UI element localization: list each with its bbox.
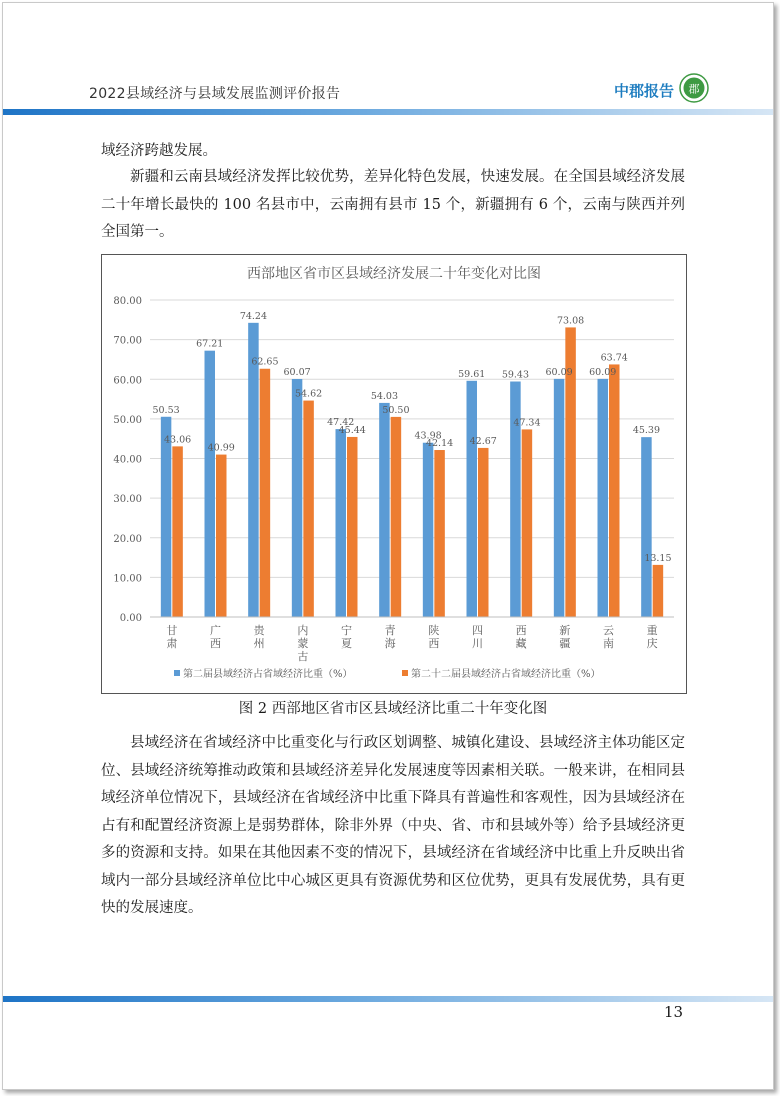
figure-caption: 图 2 西部地区省市区县域经济比重二十年变化图 xyxy=(238,701,548,717)
logo-char: 郡 xyxy=(688,82,700,96)
paragraph-2: 新疆和云南县域经济发挥比较优势，差异化特色发展，快速发展。在全国县域经济发展二十年增长最快的 100 名县市中，云南拥有县市 15 个，新疆拥有 6 个，云南与陕西并列全国第一。 xyxy=(101,169,685,240)
bar-2 xyxy=(609,364,620,617)
bar-1 xyxy=(423,443,434,617)
x-tick-label-char: 陕 xyxy=(428,624,440,637)
bar-2 xyxy=(303,401,314,617)
x-tick-label-char: 夏 xyxy=(341,637,352,650)
data-label: 54.62 xyxy=(294,388,323,400)
x-tick-label-char: 西 xyxy=(515,624,527,637)
data-label: 59.61 xyxy=(458,368,486,380)
data-label: 63.74 xyxy=(600,352,628,364)
data-label: 40.99 xyxy=(207,442,235,454)
data-label: 54.03 xyxy=(370,390,399,402)
bar-chart xyxy=(102,255,686,693)
bar-1 xyxy=(554,379,565,617)
x-tick-label-char: 川 xyxy=(472,637,483,650)
legend-label: 第二十二届县域经济占省域经济比重（%） xyxy=(411,669,601,680)
bar-1 xyxy=(161,417,172,617)
data-label: 60.07 xyxy=(283,366,311,378)
header-band xyxy=(3,109,773,115)
y-tick-label: 0.00 xyxy=(119,613,142,624)
x-tick-label-char: 青 xyxy=(384,624,396,637)
bar-2 xyxy=(172,446,183,617)
y-tick-label: 40.00 xyxy=(113,454,142,466)
y-tick-label: 10.00 xyxy=(113,573,142,585)
data-label: 73.08 xyxy=(556,315,585,327)
bar-2 xyxy=(216,455,227,617)
data-label: 47.42 xyxy=(327,417,355,429)
brand-logo-icon xyxy=(679,73,709,103)
x-tick-label-char: 宁 xyxy=(341,624,352,637)
data-label: 43.06 xyxy=(163,434,192,446)
x-tick-label-char: 疆 xyxy=(559,637,571,650)
x-tick-label-char: 庆 xyxy=(646,637,658,650)
legend-label: 第二届县域经济占省域经济比重（%） xyxy=(183,669,353,680)
legend-swatch xyxy=(402,670,408,676)
document-page xyxy=(2,2,774,1090)
x-tick-label-char: 西 xyxy=(428,637,440,650)
bar-2 xyxy=(478,448,489,617)
x-tick-label-char: 蒙 xyxy=(297,637,309,650)
data-label: 45.39 xyxy=(632,425,661,437)
bar-1 xyxy=(598,379,609,617)
x-tick-label-char: 甘 xyxy=(166,624,178,637)
x-tick-label-char: 贵 xyxy=(253,624,265,637)
bar-1 xyxy=(336,429,347,617)
paragraph-3: 县域经济在省域经济中比重变化与行政区划调整、城镇化建设、县域经济主体功能区定位、县域经济统筹推动政策和县域经济差异化发展速度等因素相关联。一般来讲，在相同县域经济单位情况下，县域经济在省域经济中比重下降具有普遍性和客观性，因为县域经济在占有和配置经济资源上是弱势群体，除非外界（中央、省、市和县域外等）给予县域经济更多的资源和支持。如果在其他因素不变的情况下，县域经济在省域经济中比重上升反映出省域内一部分县域经济单位比中心城区更具有资源优势和区位优势，更具有发展优势，具有更快的发展速度。 xyxy=(101,735,685,916)
paragraph-1: 域经济跨越发展。 xyxy=(101,143,217,159)
x-tick-label-char: 藏 xyxy=(515,637,527,650)
bar-1 xyxy=(641,437,652,617)
bar-2 xyxy=(347,437,358,617)
y-tick-label: 80.00 xyxy=(113,296,142,307)
brand-name: 中郡报告 xyxy=(614,82,675,100)
bar-1 xyxy=(205,351,216,617)
chart-frame xyxy=(101,254,687,694)
x-tick-label-char: 古 xyxy=(297,650,309,663)
bar-1 xyxy=(467,381,478,617)
data-label: 43.98 xyxy=(414,430,442,442)
data-label: 42.14 xyxy=(425,438,454,450)
data-label: 67.21 xyxy=(196,338,224,350)
legend-swatch xyxy=(174,670,180,676)
data-label: 60.09 xyxy=(589,366,617,378)
page-number: 13 xyxy=(664,1003,684,1021)
x-tick-label-char: 内 xyxy=(297,624,309,637)
data-label: 74.24 xyxy=(239,310,268,322)
x-tick-label-char: 西 xyxy=(210,637,221,650)
data-label: 60.09 xyxy=(545,366,573,378)
y-tick-label: 20.00 xyxy=(113,533,142,545)
data-label: 50.53 xyxy=(152,404,180,416)
chart-title: 西部地区省市区县域经济发展二十年变化对比图 xyxy=(247,266,541,282)
data-label: 50.50 xyxy=(382,404,410,416)
bar-2 xyxy=(522,429,533,617)
y-tick-label: 60.00 xyxy=(113,375,142,387)
bar-2 xyxy=(434,450,445,617)
data-label: 42.67 xyxy=(469,435,497,447)
y-tick-label: 30.00 xyxy=(113,494,142,506)
bar-1 xyxy=(379,403,390,617)
data-label: 45.44 xyxy=(338,424,366,436)
x-tick-label-char: 南 xyxy=(603,637,614,650)
x-tick-label-char: 重 xyxy=(646,624,658,637)
data-label: 47.34 xyxy=(513,417,541,429)
bar-2 xyxy=(260,369,271,617)
data-label: 62.65 xyxy=(251,356,279,368)
bar-2 xyxy=(391,417,402,617)
bar-2 xyxy=(653,565,664,617)
x-tick-label-char: 云 xyxy=(603,624,614,637)
x-tick-label-char: 海 xyxy=(384,637,396,650)
x-tick-label-char: 广 xyxy=(210,624,221,637)
x-tick-label-char: 肃 xyxy=(166,637,178,650)
x-tick-label-char: 州 xyxy=(253,637,265,650)
x-tick-label-char: 新 xyxy=(559,624,571,637)
bar-1 xyxy=(292,379,303,617)
report-header-title: 2022县域经济与县域发展监测评价报告 xyxy=(89,86,341,102)
data-label: 13.15 xyxy=(644,552,672,564)
y-tick-label: 70.00 xyxy=(113,335,142,347)
footer-band xyxy=(3,996,773,1002)
y-tick-label: 50.00 xyxy=(113,414,142,426)
data-label: 59.43 xyxy=(501,369,530,381)
x-tick-label-char: 四 xyxy=(472,624,483,637)
